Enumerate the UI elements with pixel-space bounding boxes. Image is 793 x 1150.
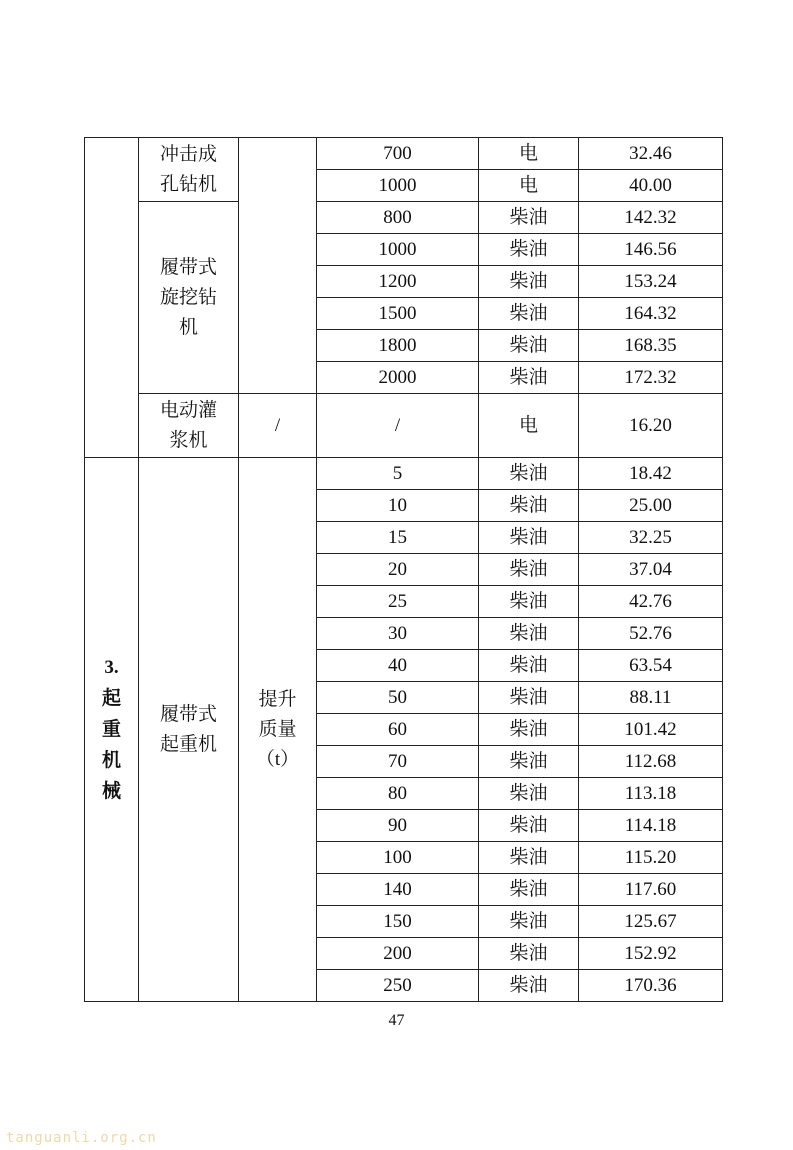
value-cell: 16.20 [579, 394, 723, 458]
spec-cell: 25 [317, 586, 479, 618]
value-cell: 37.04 [579, 554, 723, 586]
param-cell: 提升 质量 （t） [239, 458, 317, 1002]
spec-cell: 80 [317, 778, 479, 810]
machine-name-cell: 电动灌 浆机 [139, 394, 239, 458]
energy-cell: 柴油 [479, 842, 579, 874]
category-cell [85, 138, 139, 458]
spec-cell: 800 [317, 202, 479, 234]
energy-cell: 柴油 [479, 682, 579, 714]
value-cell: 32.46 [579, 138, 723, 170]
value-cell: 112.68 [579, 746, 723, 778]
value-cell: 18.42 [579, 458, 723, 490]
energy-cell: 电 [479, 394, 579, 458]
spec-cell: 15 [317, 522, 479, 554]
machinery-table [84, 137, 723, 1002]
energy-cell: 柴油 [479, 746, 579, 778]
spec-cell: 1200 [317, 266, 479, 298]
spec-cell: 1800 [317, 330, 479, 362]
value-cell: 142.32 [579, 202, 723, 234]
value-cell: 168.35 [579, 330, 723, 362]
value-cell: 153.24 [579, 266, 723, 298]
energy-cell: 柴油 [479, 874, 579, 906]
value-cell: 113.18 [579, 778, 723, 810]
value-cell: 114.18 [579, 810, 723, 842]
value-cell: 125.67 [579, 906, 723, 938]
spec-cell: / [317, 394, 479, 458]
energy-cell: 柴油 [479, 618, 579, 650]
value-cell: 52.76 [579, 618, 723, 650]
spec-cell: 200 [317, 938, 479, 970]
energy-cell: 柴油 [479, 650, 579, 682]
energy-cell: 柴油 [479, 970, 579, 1002]
watermark: tanguanli.org.cn [6, 1130, 157, 1146]
category-cell: 3. 起 重 机 械 [85, 458, 139, 1002]
energy-cell: 柴油 [479, 554, 579, 586]
spec-cell: 5 [317, 458, 479, 490]
page-number: 47 [388, 1012, 405, 1029]
value-cell: 32.25 [579, 522, 723, 554]
energy-cell: 柴油 [479, 586, 579, 618]
value-cell: 172.32 [579, 362, 723, 394]
spec-cell: 10 [317, 490, 479, 522]
energy-cell: 柴油 [479, 458, 579, 490]
value-cell: 101.42 [579, 714, 723, 746]
energy-cell: 柴油 [479, 202, 579, 234]
machine-name-cell: 冲击成 孔钻机 [139, 138, 239, 202]
spec-cell: 1500 [317, 298, 479, 330]
value-cell: 115.20 [579, 842, 723, 874]
spec-cell: 70 [317, 746, 479, 778]
spec-cell: 60 [317, 714, 479, 746]
energy-cell: 柴油 [479, 330, 579, 362]
energy-cell: 柴油 [479, 266, 579, 298]
energy-cell: 柴油 [479, 810, 579, 842]
value-cell: 88.11 [579, 682, 723, 714]
energy-cell: 柴油 [479, 778, 579, 810]
spec-cell: 20 [317, 554, 479, 586]
energy-cell: 柴油 [479, 362, 579, 394]
spec-cell: 1000 [317, 234, 479, 266]
energy-cell: 电 [479, 138, 579, 170]
energy-cell: 柴油 [479, 714, 579, 746]
spec-cell: 250 [317, 970, 479, 1002]
value-cell: 117.60 [579, 874, 723, 906]
param-cell [239, 138, 317, 394]
value-cell: 152.92 [579, 938, 723, 970]
spec-cell: 100 [317, 842, 479, 874]
energy-cell: 柴油 [479, 522, 579, 554]
spec-cell: 30 [317, 618, 479, 650]
energy-cell: 柴油 [479, 906, 579, 938]
energy-cell: 柴油 [479, 938, 579, 970]
spec-cell: 2000 [317, 362, 479, 394]
spec-cell: 140 [317, 874, 479, 906]
value-cell: 63.54 [579, 650, 723, 682]
energy-cell: 柴油 [479, 490, 579, 522]
spec-cell: 150 [317, 906, 479, 938]
value-cell: 25.00 [579, 490, 723, 522]
energy-cell: 柴油 [479, 298, 579, 330]
spec-cell: 40 [317, 650, 479, 682]
value-cell: 40.00 [579, 170, 723, 202]
spec-cell: 1000 [317, 170, 479, 202]
table-row [85, 202, 723, 234]
spec-cell: 700 [317, 138, 479, 170]
energy-cell: 电 [479, 170, 579, 202]
table-row [85, 138, 723, 170]
param-cell: / [239, 394, 317, 458]
value-cell: 164.32 [579, 298, 723, 330]
table-row [85, 458, 723, 490]
spec-cell: 90 [317, 810, 479, 842]
value-cell: 170.36 [579, 970, 723, 1002]
spec-cell: 50 [317, 682, 479, 714]
value-cell: 146.56 [579, 234, 723, 266]
table-row [85, 394, 723, 458]
machine-name-cell: 履带式 旋挖钻 机 [139, 202, 239, 394]
energy-cell: 柴油 [479, 234, 579, 266]
machine-name-cell: 履带式 起重机 [139, 458, 239, 1002]
value-cell: 42.76 [579, 586, 723, 618]
